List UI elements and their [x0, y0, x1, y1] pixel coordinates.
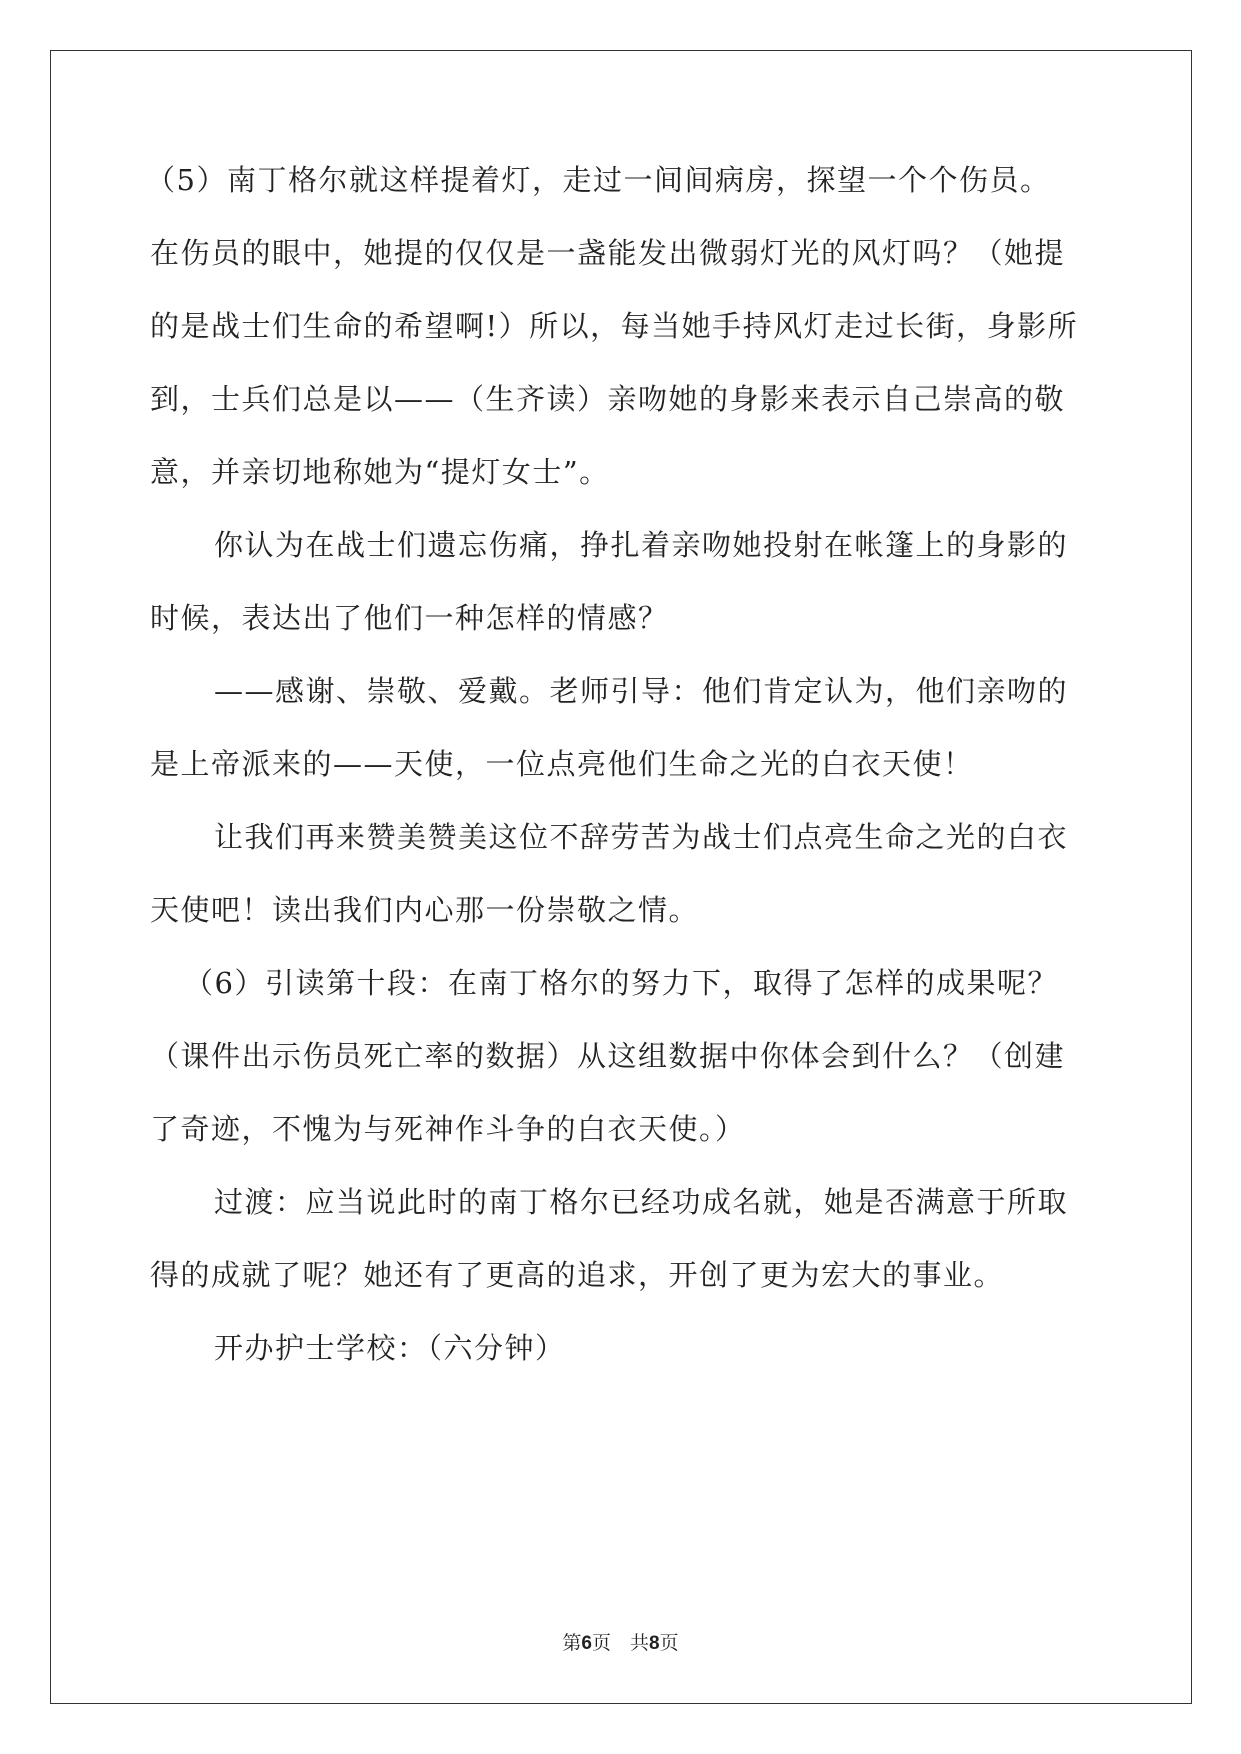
page-border	[50, 50, 1192, 1704]
text-line: 时候，表达出了他们一种怎样的情感？	[150, 601, 669, 635]
text-line: （课件出示伤员死亡率的数据）从这组数据中你体会到什么？（创建	[150, 1039, 1066, 1073]
page-suffix: 页	[659, 1632, 679, 1654]
text-line: 的是战士们生命的希望啊!）所以，每当她手持风灯走过长街，身影所	[150, 309, 1079, 343]
text-line: （5）南丁格尔就这样提着灯，走过一间间病房，探望一个个伤员。	[146, 163, 1051, 197]
text-line: 开办护士学校：（六分钟）	[214, 1331, 566, 1365]
text-line: 得的成就了呢？她还有了更高的追求，开创了更为宏大的事业。	[150, 1258, 1005, 1292]
text-line: 意，并亲切地称她为“提灯女士”。	[150, 455, 610, 489]
page-prefix: 第	[562, 1632, 582, 1654]
text-line: ——感谢、崇敬、爱戴。老师引导：他们肯定认为，他们亲吻的	[214, 674, 1069, 708]
text-line: （6）引读第十段：在南丁格尔的努力下，取得了怎样的成果呢？	[184, 966, 1058, 1000]
text-line: 你认为在战士们遗忘伤痛，挣扎着亲吻她投射在帐篷上的身影的	[214, 528, 1069, 562]
page-mid: 页 共	[591, 1632, 649, 1654]
text-line: 到，士兵们总是以——（生齐读）亲吻她的身影来表示自己崇高的敬	[150, 382, 1066, 416]
total-page-number: 8	[649, 1633, 660, 1654]
text-line: 了奇迹，不愧为与死神作斗争的白衣天使。）	[150, 1112, 746, 1146]
text-line: 在伤员的眼中，她提的仅仅是一盏能发出微弱灯光的风灯吗？（她提	[150, 236, 1066, 270]
text-line: 让我们再来赞美赞美这位不辞劳苦为战士们点亮生命之光的白衣	[214, 820, 1069, 854]
text-line: 天使吧！读出我们内心那一份崇敬之情。	[150, 893, 700, 927]
current-page-number: 6	[581, 1633, 592, 1654]
text-line: 是上帝派来的——天使，一位点亮他们生命之光的白衣天使！	[150, 747, 974, 781]
page-footer	[0, 1628, 1241, 1655]
text-line: 过渡：应当说此时的南丁格尔已经功成名就，她是否满意于所取	[214, 1185, 1069, 1219]
